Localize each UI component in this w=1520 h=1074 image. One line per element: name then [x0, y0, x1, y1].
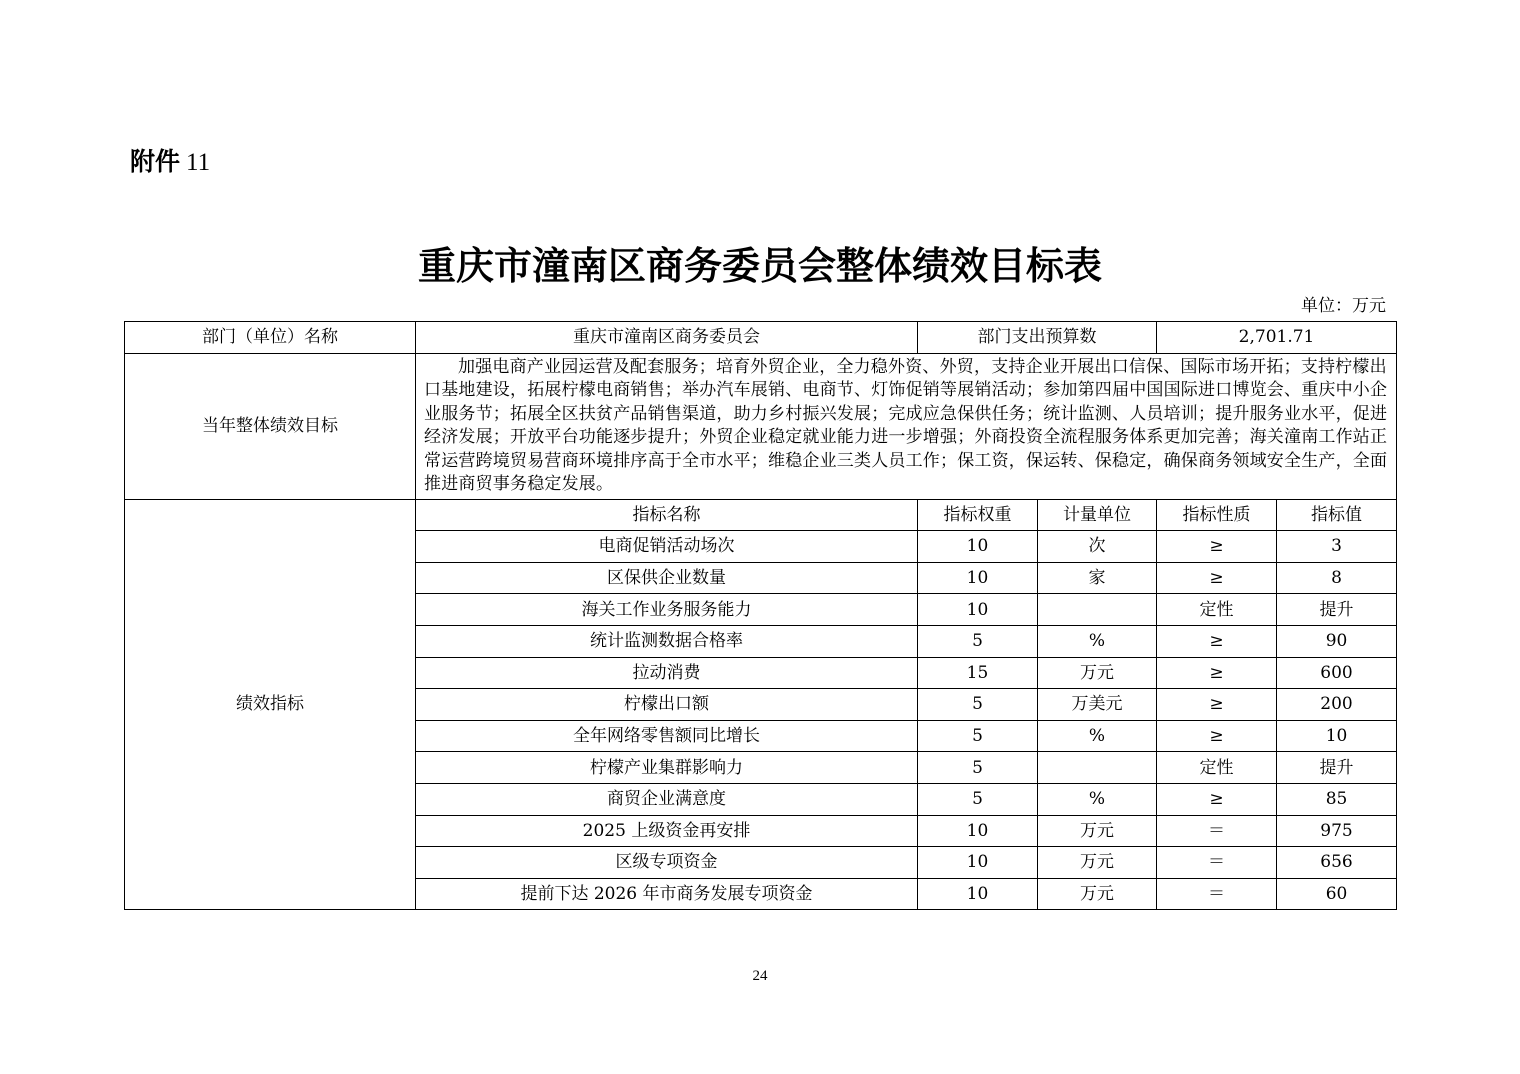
indicator-name-cell: 商贸企业满意度 — [416, 783, 918, 815]
indicator-weight-cell: 5 — [918, 783, 1038, 815]
indicator-weight-cell: 10 — [918, 531, 1038, 563]
indicator-name-cell: 柠檬产业集群影响力 — [416, 752, 918, 784]
indicator-nature-cell: ≥ — [1157, 657, 1277, 689]
indicator-name-cell: 海关工作业务服务能力 — [416, 594, 918, 626]
indicator-nature-cell: ＝ — [1157, 878, 1277, 910]
column-header-nature: 指标性质 — [1157, 499, 1277, 531]
indicator-nature-cell: ＝ — [1157, 847, 1277, 879]
indicator-section-label: 绩效指标 — [125, 499, 416, 910]
indicator-name-cell: 电商促销活动场次 — [416, 531, 918, 563]
goal-row — [125, 353, 1397, 499]
page-number: 24 — [752, 968, 768, 984]
page-title: 重庆市潼南区商务委员会整体绩效目标表 — [417, 244, 1102, 288]
indicator-weight-cell: 10 — [918, 847, 1038, 879]
indicator-name-cell: 统计监测数据合格率 — [416, 625, 918, 657]
indicator-nature-cell: 定性 — [1157, 752, 1277, 784]
indicator-weight-cell: 10 — [918, 878, 1038, 910]
unit-note: 单位：万元 — [1301, 296, 1386, 316]
indicator-weight-cell: 10 — [918, 562, 1038, 594]
performance-target-table — [124, 321, 1397, 910]
indicator-unit-cell — [1038, 594, 1157, 626]
indicator-name-cell: 2025 上级资金再安排 — [416, 815, 918, 847]
indicator-name-cell: 区保供企业数量 — [416, 562, 918, 594]
indicator-unit-cell: 家 — [1038, 562, 1157, 594]
indicator-value-cell: 656 — [1277, 847, 1397, 879]
indicator-nature-cell: 定性 — [1157, 594, 1277, 626]
indicator-value-cell: 200 — [1277, 689, 1397, 721]
attachment-label: 附件 — [130, 147, 181, 176]
indicator-value-cell: 3 — [1277, 531, 1397, 563]
budget-label-cell: 部门支出预算数 — [918, 322, 1157, 354]
dept-value-cell: 重庆市潼南区商务委员会 — [416, 322, 918, 354]
indicator-value-cell: 90 — [1277, 625, 1397, 657]
goal-label-cell: 当年整体绩效目标 — [125, 353, 416, 499]
indicator-unit-cell: 次 — [1038, 531, 1157, 563]
indicator-name-cell: 柠檬出口额 — [416, 689, 918, 721]
indicator-weight-cell: 10 — [918, 594, 1038, 626]
indicator-unit-cell: 万元 — [1038, 878, 1157, 910]
indicator-weight-cell: 5 — [918, 689, 1038, 721]
dept-label-cell: 部门（单位）名称 — [125, 322, 416, 354]
indicator-value-cell: 8 — [1277, 562, 1397, 594]
indicator-value-cell: 提升 — [1277, 594, 1397, 626]
indicator-value-cell: 600 — [1277, 657, 1397, 689]
indicator-nature-cell: ＝ — [1157, 815, 1277, 847]
indicator-nature-cell: ≥ — [1157, 562, 1277, 594]
attachment-number: 11 — [186, 149, 211, 176]
column-header-value: 指标值 — [1277, 499, 1397, 531]
indicator-unit-cell: % — [1038, 625, 1157, 657]
indicator-nature-cell: ≥ — [1157, 720, 1277, 752]
indicator-name-cell: 拉动消费 — [416, 657, 918, 689]
indicator-weight-cell: 5 — [918, 752, 1038, 784]
indicator-value-cell: 10 — [1277, 720, 1397, 752]
indicator-nature-cell: ≥ — [1157, 783, 1277, 815]
indicator-unit-cell: 万元 — [1038, 847, 1157, 879]
indicator-header-row — [125, 499, 1397, 531]
indicator-nature-cell: ≥ — [1157, 531, 1277, 563]
indicator-value-cell: 提升 — [1277, 752, 1397, 784]
goal-text-cell: 加强电商产业园运营及配套服务；培育外贸企业，全力稳外资、外贸，支持企业开展出口信保、国际市场开拓；支持柠檬出口基地建设，拓展柠檬电商销售；举办汽车展销、电商节、灯饰促销等展销活动；参加第四届中国国际进口博览会、重庆中小企业服务节；拓展全区扶贫产品销售渠道，助力乡村振兴发展；完成应急保供任务；统计监测、人员培训；提升服务业水平，促进经济发展；开放平台功能逐步提升；外贸企业稳定就业能力进一步增强；外商投资全流程服务体系更加完善；海关潼南工作站正常运营跨境贸易营商环境排序高于全市水平；维稳企业三类人员工作；保工资，保运转、保稳定，确保商务领域安全生产，全面推进商贸事务稳定发展。 — [416, 353, 1397, 499]
indicator-weight-cell: 10 — [918, 815, 1038, 847]
indicator-unit-cell: % — [1038, 720, 1157, 752]
indicator-weight-cell: 15 — [918, 657, 1038, 689]
indicator-unit-cell: 万美元 — [1038, 689, 1157, 721]
indicator-value-cell: 975 — [1277, 815, 1397, 847]
indicator-name-cell: 提前下达 2026 年市商务发展专项资金 — [416, 878, 918, 910]
indicator-nature-cell: ≥ — [1157, 625, 1277, 657]
indicator-value-cell: 85 — [1277, 783, 1397, 815]
indicator-weight-cell: 5 — [918, 720, 1038, 752]
indicator-value-cell: 60 — [1277, 878, 1397, 910]
indicator-unit-cell — [1038, 752, 1157, 784]
indicator-unit-cell: % — [1038, 783, 1157, 815]
indicator-weight-cell: 5 — [918, 625, 1038, 657]
column-header-name: 指标名称 — [416, 499, 918, 531]
column-header-unit: 计量单位 — [1038, 499, 1157, 531]
indicator-nature-cell: ≥ — [1157, 689, 1277, 721]
indicator-unit-cell: 万元 — [1038, 657, 1157, 689]
column-header-weight: 指标权重 — [918, 499, 1038, 531]
header-row — [125, 322, 1397, 354]
indicator-name-cell: 区级专项资金 — [416, 847, 918, 879]
attachment-heading — [130, 146, 210, 179]
indicator-name-cell: 全年网络零售额同比增长 — [416, 720, 918, 752]
budget-value-cell: 2,701.71 — [1157, 322, 1397, 354]
indicator-unit-cell: 万元 — [1038, 815, 1157, 847]
